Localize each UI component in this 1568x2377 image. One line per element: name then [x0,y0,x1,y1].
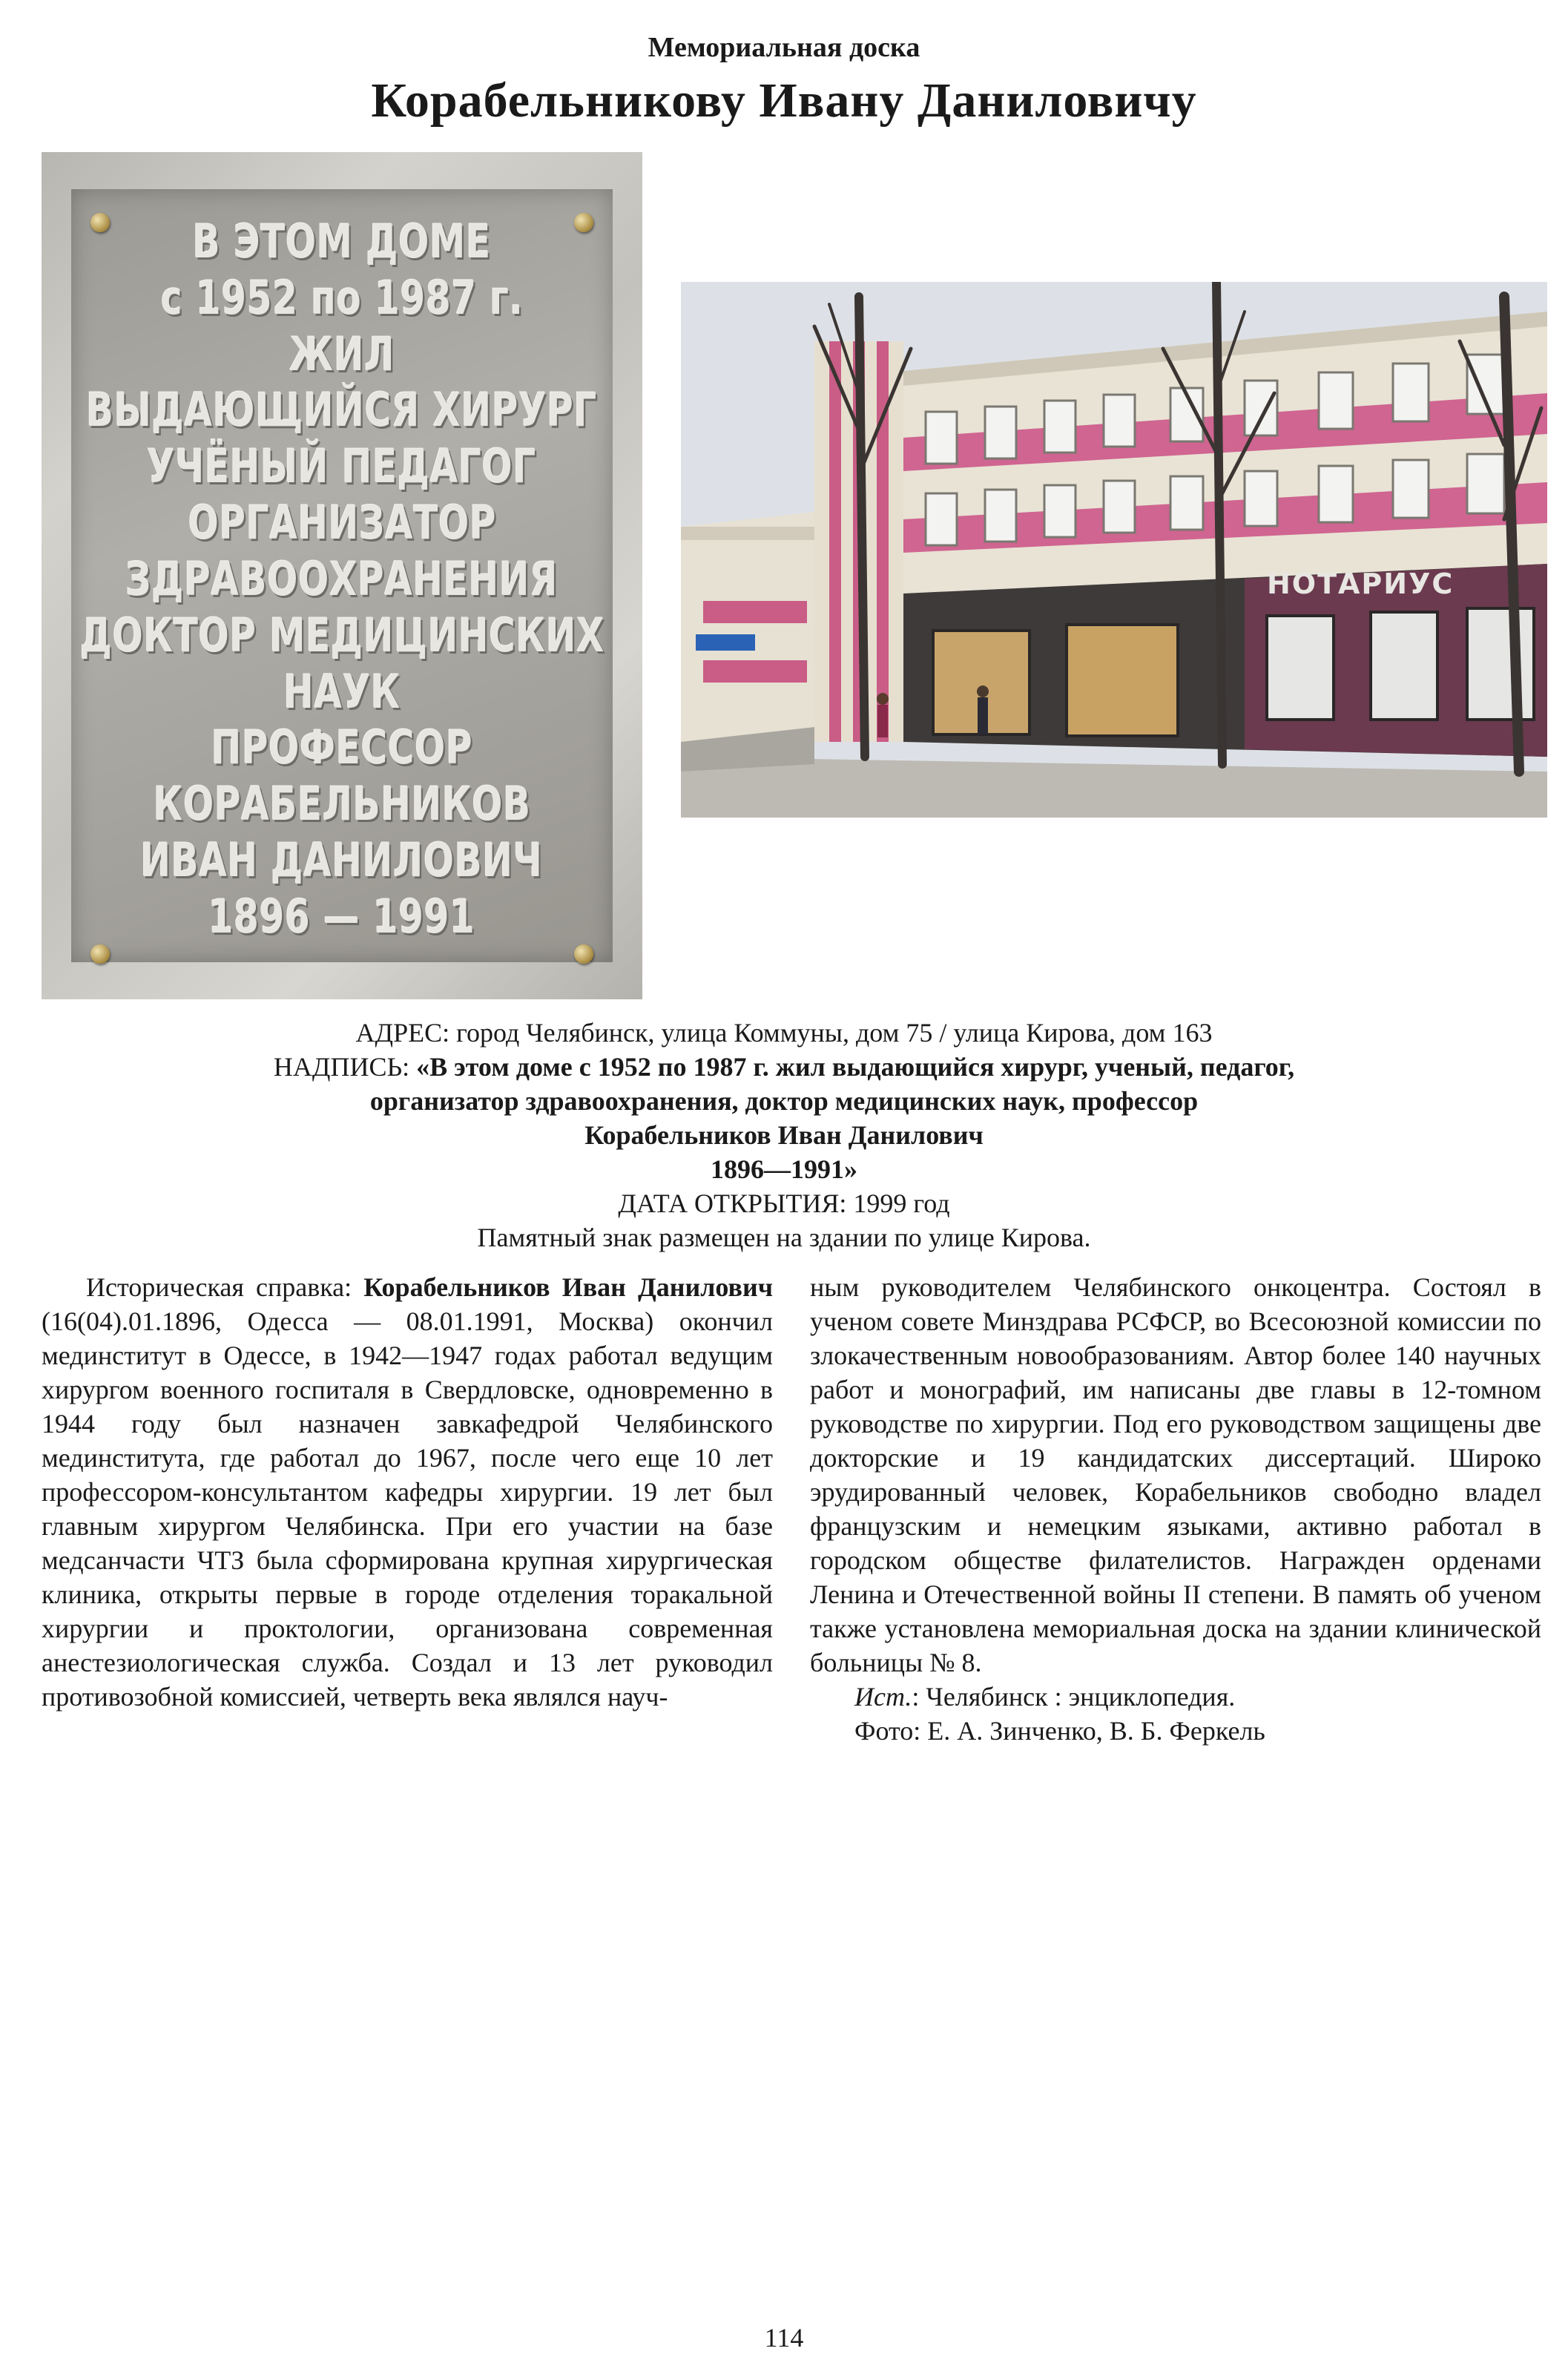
intro-label: Историческая справка: [86,1272,352,1302]
inscription-text: Корабельников Иван Данилович [584,1120,984,1150]
plaque-line: КОРАБЕЛЬНИКОВ [153,777,531,832]
inscription-text: организатор здравоохранения, доктор медицинских наук, профессор [369,1086,1199,1116]
source-label: Ист. [854,1682,912,1712]
plaque-line: 1896 — 1991 [208,889,475,944]
plaque-line: ПРОФЕССОР [211,720,473,775]
bolt-icon [574,944,593,964]
plaque-line: с 1952 по 1987 г. [160,270,524,325]
plaque-line: ДОКТОР МЕДИЦИНСКИХ [79,608,605,663]
inscription-text: «В этом доме с 1952 по 1987 г. жил выдающийся хирург, ученый, педагог, [416,1052,1295,1082]
inscription-text: 1896—1991» [711,1154,857,1184]
source-line [810,1680,1541,1714]
plaque-line: НАУК [283,664,401,719]
header-subtitle: Мемориальная доска [648,32,920,63]
plaque-line: УЧЁНЫЙ ПЕДАГОГ [147,439,537,494]
address: город Челябинск, улица Коммуны, дом 75 / улица Кирова, дом 163 [456,1018,1213,1048]
building-photo [681,282,1547,818]
page-number: 114 [764,2323,804,2353]
address-label: АДРЕС: [355,1018,450,1048]
inscription-line [0,1050,1568,1084]
person-name: Корабельников Иван Данилович [363,1272,773,1302]
inscription-label: НАДПИСЬ: [273,1052,410,1082]
opening-date: 1999 год [853,1188,950,1218]
notary-sign: НОТАРИУС [1267,568,1455,600]
body-paragraph [42,1270,773,1714]
plaque-line: ИВАН ДАНИЛОВИЧ [140,833,544,888]
bolt-icon [90,944,110,964]
opening-label: ДАТА ОТКРЫТИЯ: [618,1188,847,1218]
building-illustration [681,282,1547,818]
body-text-left: (16(04).01.1896, Одесса — 08.01.1991, Москва) окончил мединститут в Одессе, в 1942—1947 годах работал ведущим хирургом военного госпиталя в Свердловске, одновременно в 1944 году был назначен завкафедрой Челябинского мединститута, где работал до 1967, после чего еще 10 лет профессором-консультантом кафедры хирургии. 19 лет был главным хирургом Челябинска. При его участии на базе медсанчасти ЧТЗ была сформирована крупная хирургическая клиника, открыты первые в городе отделения торакальной хирургии и проктологии, организована современная анестезиологическая служба. Создал и 13 лет руководил противозобной комиссией, четверть века являлся науч- [42,1306,773,1712]
plaque-line: ОРГАНИЗАТОР [188,496,496,550]
address-line [0,1016,1568,1050]
opening-line [0,1186,1568,1220]
caption [0,1016,1568,1255]
body-column-left [42,1270,773,1714]
photo-credit: Фото: Е. А. Зинченко, В. Б. Феркель [854,1716,1265,1746]
source-text: : Челябинск : энциклопедия. [912,1682,1236,1712]
plaque-line: ВЫДАЮЩИЙСЯ ХИРУРГ [86,383,598,438]
body-column-right [810,1270,1541,1748]
plaque-line: ЗДРАВООХРАНЕНИЯ [125,551,559,606]
plaque-photo [42,152,642,999]
plaque-line: В ЭТОМ ДОМЕ [192,214,492,269]
page-title: Корабельникову Ивану Даниловичу [371,73,1197,128]
plaque-line: ЖИЛ [289,326,395,381]
plaque-inscription [79,214,605,944]
body-text-right: ным руководителем Челябинского онкоцентра. Состоял в ученом совете Минздрава РСФСР, во Всесоюзной комиссии по злокачественным новообразованиям. Автор более 140 научных работ и монографий, им написаны две главы в 12-томном руководстве по хирургии. Под его руководством защищены две докторские и 19 кандидатских диссертаций. Широко эрудированный человек, Корабельников свободно владел французским и немецким языками, активно работал в городском обществе филателистов. Награжден орденами Ленина и Отечественной войны II степени. В память об ученом также установлена мемориальная доска на здании клинической больницы № 8. [810,1272,1541,1677]
placement-note: Памятный знак размещен на здании по улице Кирова. [477,1223,1091,1252]
